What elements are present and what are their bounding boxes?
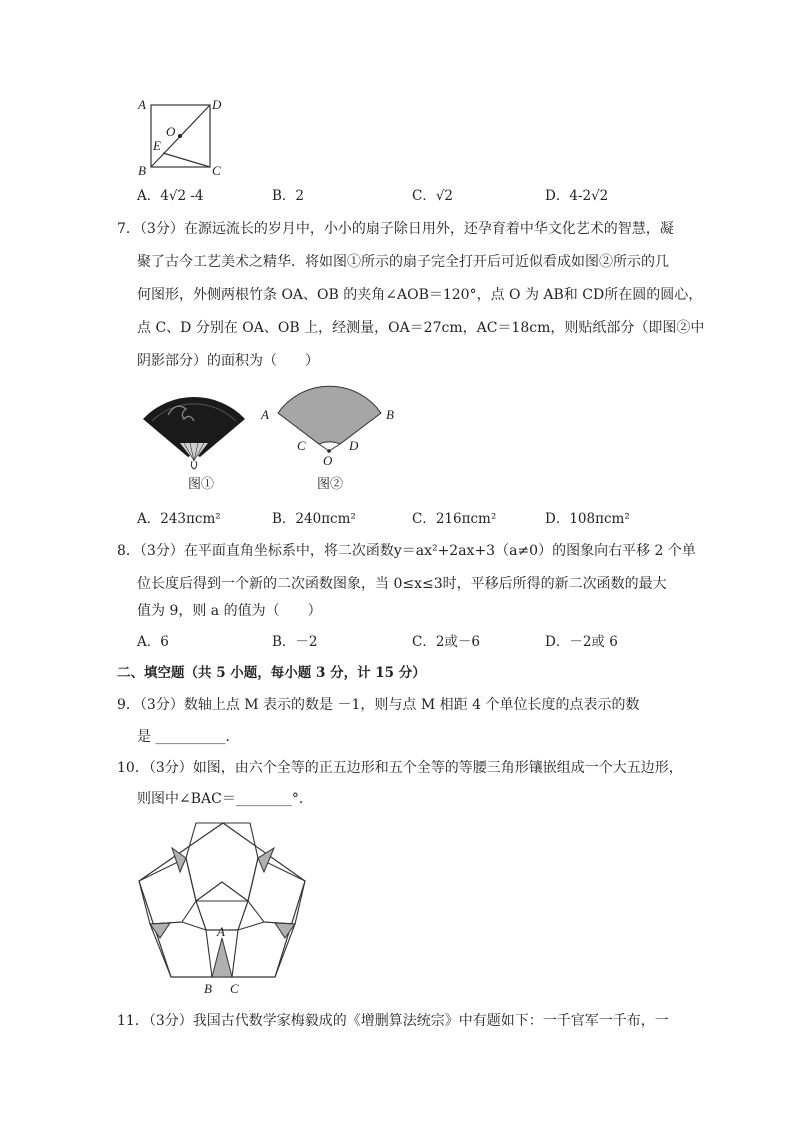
q8-option-a: A．6 (137, 634, 169, 650)
q7-fig2-label-o: O (323, 453, 333, 468)
q9-line-1: 9．（3分）数轴上点 M 表示的数是 －1，则与点 M 相距 4 个单位长度的点表示的数 (117, 697, 640, 713)
q7-sector-figure (255, 383, 405, 468)
q7-fan-photo (138, 385, 250, 470)
q10-line-1: 10．（3分）如图，由六个全等的正五边形和五个全等的等腰三角形镶嵌组成一个大五边形， (117, 760, 683, 776)
q6-option-b: B．2 (272, 188, 305, 204)
q9-line-2: 是 __________． (137, 729, 240, 745)
q6-figure (132, 95, 232, 180)
q7-fig2-label-c: C (297, 438, 306, 453)
q6-label-c: C (212, 163, 221, 178)
q6-label-e: E (153, 138, 161, 153)
q7-fig2-label-d: D (349, 438, 359, 453)
q6-option-c: C．√2 (412, 188, 454, 204)
q8-line-1: 8．（3分）在平面直角坐标系中，将二次函数y＝ax²+2ax+3（a≠0）的图象向右平移 2 个单 (117, 543, 696, 559)
q10-label-a: A (217, 924, 225, 939)
q7-fig1-caption: 图① (188, 477, 215, 492)
q7-fig2-label-b: B (386, 407, 394, 422)
q7-line-2: 聚了古今工艺美术之精华．将如图①所示的扇子完全打开后可近似看成如图②所示的几 (137, 254, 669, 270)
q6-label-a: A (138, 97, 146, 112)
q8-option-d: D．－2或 6 (545, 634, 618, 650)
q7-option-d: D．108πcm² (545, 511, 630, 527)
q7-option-b: B．240πcm² (272, 511, 356, 527)
q7-option-c: C．216πcm² (412, 511, 497, 527)
q6-label-d: D (212, 97, 222, 112)
q10-label-b: B (204, 981, 212, 996)
q7-line-3: 何图形，外侧两根竹条 OA、OB 的夹角∠AOB＝120°，点 O 为 AB和 CD所在圆的圆心， (137, 287, 703, 303)
q8-line-3: 值为 9，则 a 的值为（ ） (137, 603, 322, 619)
q6-label-o: O (166, 124, 176, 139)
section-heading-fill-in: 二、填空题（共 5 小题，每小题 3 分，计 15 分） (117, 665, 426, 681)
q7-line-1: 7．（3分）在源远流长的岁月中，小小的扇子除日用外，还孕育着中华文化艺术的智慧，凝 (117, 221, 674, 237)
q7-line-5: 阴影部分）的面积为（ ） (137, 353, 319, 369)
q8-option-c: C．2或－6 (412, 634, 481, 650)
q7-line-4: 点 C、D 分别在 OA、OB 上，经测量，OA＝27cm，AC＝18cm，则贴纸部分（即图②中 (137, 320, 705, 336)
q10-pentagon-figure (130, 820, 320, 1000)
q10-label-c: C (230, 981, 239, 996)
q6-option-d: D．4-2√2 (545, 188, 609, 204)
q8-option-b: B．－2 (272, 634, 318, 650)
q7-fig2-caption: 图② (317, 477, 344, 492)
q11-line-1: 11．（3分）我国古代数学家梅毅成的《增删算法统宗》中有题如下：一千官军一千布，一 (117, 1013, 669, 1029)
q7-option-a: A．243πcm² (137, 511, 221, 527)
q8-line-2: 位长度后得到一个新的二次函数图象，当 0≤x≤3时，平移后所得的新二次函数的最大 (137, 576, 667, 592)
q6-label-b: B (138, 163, 146, 178)
q6-option-a: A．4√2 -4 (137, 188, 204, 204)
q10-line-2: 则图中∠BAC＝________°． (137, 791, 313, 807)
q7-fig2-label-a: A (261, 407, 269, 422)
